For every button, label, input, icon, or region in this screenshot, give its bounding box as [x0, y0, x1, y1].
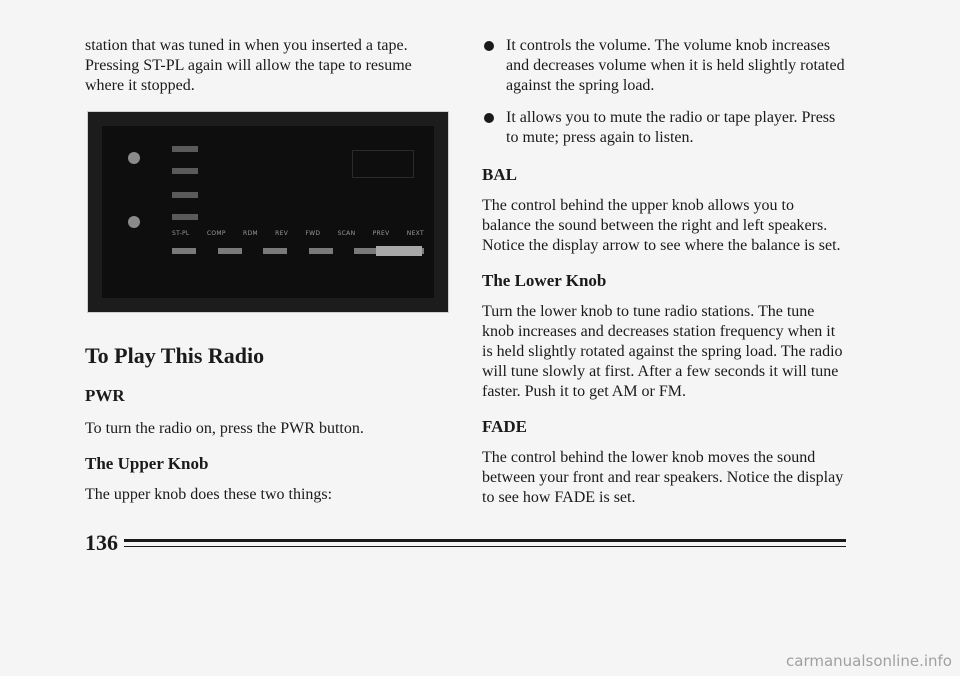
bullet-line: against the spring load.: [506, 77, 655, 94]
preset-bar-icon: [263, 248, 287, 254]
radio-section: [85, 343, 430, 505]
watermark: carmanualsonline.info: [786, 652, 952, 670]
bullet-line: and decreases volume when it is held slightly rotated: [506, 57, 845, 74]
bullet-line: It allows you to mute the radio or tape player. Press: [506, 109, 836, 126]
preset-slot-icon: [172, 214, 198, 220]
upper-knob-text: The upper knob does these two things:: [85, 486, 333, 503]
text-line: between your front and rear speakers. Notice the display: [482, 469, 844, 486]
footer-rule: [124, 539, 846, 542]
preset-bar-icon: [172, 248, 196, 254]
radio-photo: [88, 112, 448, 312]
fade-text: [482, 448, 862, 508]
text-line: balance the sound between the right and left speakers.: [482, 217, 828, 234]
preset-slot-icon: [172, 192, 198, 198]
lower-knob-heading: The Lower Knob: [482, 271, 607, 290]
bullet-line: It controls the volume. The volume knob increases: [506, 37, 831, 54]
pwr-text: To turn the radio on, press the PWR button.: [85, 420, 364, 437]
preset-bar-icon: [309, 248, 333, 254]
bullet-mute: [482, 108, 862, 148]
text-line: to see how FADE is set.: [482, 489, 636, 506]
bal-text: [482, 196, 862, 256]
text-line: Notice the display arrow to see where the balance is set.: [482, 237, 841, 254]
radio-button-label: SCAN: [337, 230, 356, 237]
radio-button-label: ST-PL: [172, 230, 190, 237]
right-column: [482, 36, 862, 508]
bullet-icon: [484, 41, 494, 51]
preset-slot-icon: [172, 146, 198, 152]
radio-button-label: COMP: [206, 230, 226, 237]
fade-heading: FADE: [482, 417, 528, 436]
bullet-line: to mute; press again to listen.: [506, 129, 694, 146]
page-number: 136: [85, 530, 118, 555]
text-line: faster. Push it to get AM or FM.: [482, 383, 687, 400]
text-line: will tune slowly at first. After a few seconds it will tune: [482, 363, 839, 380]
preset-bar-icon: [218, 248, 242, 254]
preset-slot-icon: [172, 168, 198, 174]
bal-heading: BAL: [482, 165, 517, 184]
radio-button-label: REV: [275, 230, 289, 237]
intro-line-1: station that was tuned in when you inserted a tape.: [85, 37, 408, 54]
bullet-volume: [482, 36, 862, 96]
lower-knob-text: [482, 302, 862, 402]
radio-button-label: RDM: [243, 230, 258, 237]
text-line: The control behind the lower knob moves the sound: [482, 449, 816, 466]
preset-bar-icon: [354, 248, 378, 254]
pwr-heading: PWR: [85, 386, 125, 405]
intro-line-3: where it stopped.: [85, 77, 195, 94]
left-column: [85, 36, 430, 96]
lower-knob-icon: [128, 216, 140, 228]
intro-line-2: Pressing ST-PL again will allow the tape to resume: [85, 57, 412, 74]
radio-display: [352, 150, 414, 178]
radio-button-label: NEXT: [406, 230, 424, 237]
upper-knob-heading: The Upper Knob: [85, 454, 209, 473]
seek-arrows-icon: [376, 246, 422, 256]
text-line: knob increases and decreases station frequency when it: [482, 323, 836, 340]
radio-faceplate: [102, 126, 434, 298]
upper-knob-icon: [128, 152, 140, 164]
footer-rule-thin: [124, 546, 846, 547]
bullet-icon: [484, 113, 494, 123]
section-title: To Play This Radio: [85, 343, 265, 368]
radio-button-label: FWD: [305, 230, 321, 237]
radio-button-label: PREV: [372, 230, 390, 237]
text-line: is held slightly rotated against the spring load. The radio: [482, 343, 843, 360]
text-line: The control behind the upper knob allows you to: [482, 197, 794, 214]
radio-button-labels: [172, 230, 424, 237]
text-line: Turn the lower knob to tune radio stations. The tune: [482, 303, 815, 320]
